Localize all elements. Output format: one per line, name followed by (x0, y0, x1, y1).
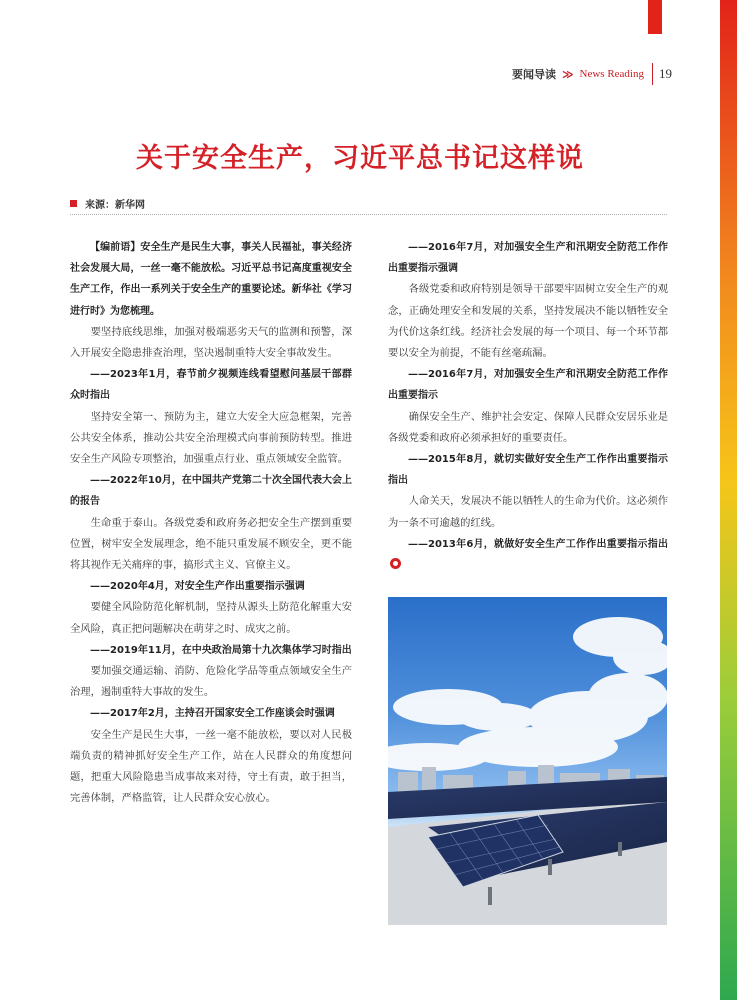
running-header (512, 64, 672, 84)
page-number: 19 (658, 66, 672, 81)
quote-citation: ——2016年7月，对加强安全生产和汛期安全防范工作作出重要指示强调 (388, 242, 668, 275)
right-column (388, 237, 668, 576)
quote-citation: ——2020年4月，对安全生产作出重要指示强调 (90, 581, 305, 593)
square-bullet-icon (70, 200, 77, 207)
quote-citation: ——2016年7月，对加强安全生产和汛期安全防范工作作出重要指示 (388, 369, 668, 402)
quote-citation: ——2017年2月，主持召开国家安全工作座谈会时强调 (90, 708, 335, 720)
article-title: 关于安全生产，习近平总书记这样说 (136, 143, 584, 174)
photo-illustration (388, 597, 667, 925)
article-end-icon (390, 558, 401, 569)
quote-citation: ——2022年10月，在中国共产党第二十次全国代表大会上的报告 (70, 475, 352, 508)
quote-citation: ——2019年11月，在中央政治局第十九次集体学习时指出 (90, 644, 352, 656)
solar-panel-rooftop-photo (388, 597, 667, 925)
quote-paragraph: 要健全风险防范化解机制，坚持从源头上防范化解重大安全风险，真正把问题解决在萌芽之时、成灾之前。 (70, 601, 352, 635)
header-divider (652, 63, 653, 85)
quote-paragraph: 生命重于泰山。各级党委和政府务必把安全生产摆到重要位置，树牢安全发展理念，绝不能只重发展不顾安全，更不能将其视作无关痛痒的事，搞形式主义、官僚主义。 (70, 516, 352, 572)
article-source (70, 196, 145, 211)
quote-paragraph: 坚持安全第一、预防为主，建立大安全大应急框架，完善公共安全体系，推动公共安全治理模式向事前预防转型。推进安全生产风险专项整治，加强重点行业、重点领域安全监管。 (70, 410, 352, 466)
header-color-tab (648, 0, 662, 34)
quote-citation: ——2015年8月，就切实做好安全生产工作作出重要指示指出 (388, 454, 668, 487)
quote-paragraph: 确保安全生产、维护社会安定、保障人民群众安居乐业是各级党委和政府必须承担好的重要责任。 (388, 410, 668, 444)
quote-paragraph: 要加强交通运输、消防、危险化学品等重点领域安全生产治理，遏制重特大事故的发生。 (70, 665, 352, 699)
quote-citation: ——2023年1月，春节前夕视频连线看望慰问基层干部群众时指出 (70, 369, 352, 402)
quote-paragraph: 要坚持底线思维，加强对极端恶劣天气的监测和预警，深入开展安全隐患排查治理，坚决遏制重特大安全事故发生。 (70, 325, 352, 360)
section-name: 要闻导读 (512, 68, 556, 81)
clouds (388, 617, 667, 771)
quote-citation-text: ——2013年6月，就做好安全生产工作作出重要指示指出 (408, 538, 668, 550)
quote-paragraph: 安全生产是民生大事，一丝一毫不能放松，要以对人民极端负责的精神抓好安全生产工作，站在人民群众的角度想问题，把重大风险隐患当成事故来对待，守土有责，敢于担当，完善体制，严格监管，让人民群众安心放心。 (70, 728, 352, 805)
edge-color-stripe (720, 0, 737, 1000)
quote-paragraph: 人命关天，发展决不能以牺牲人的生命为代价。这必须作为一条不可逾越的红线。 (388, 495, 668, 529)
dotted-divider (70, 214, 667, 215)
left-column (70, 237, 352, 809)
quote-paragraph: 各级党委和政府特别是领导干部要牢固树立安全生产的观念，正确处理安全和发展的关系，坚持发展决不能以牺牲安全为代价这条红线。经济社会发展的每一个项目、每一个环节都要以安全为前提，不能有丝毫疏漏。 (388, 283, 668, 360)
editor-note: 【编前语】安全生产是民生大事，事关人民福祉，事关经济社会发展大局，一丝一毫不能放松。习近平总书记高度重视安全生产工作，作出一系列关于安全生产的重要论述。新华社《学习进行时》为您梳理。 (70, 242, 352, 317)
source-label: 来源：新华网 (85, 200, 145, 211)
section-name-en: News Reading (579, 68, 644, 80)
double-chevron-icon: ≫ (562, 67, 574, 81)
quote-citation-final (388, 534, 668, 576)
